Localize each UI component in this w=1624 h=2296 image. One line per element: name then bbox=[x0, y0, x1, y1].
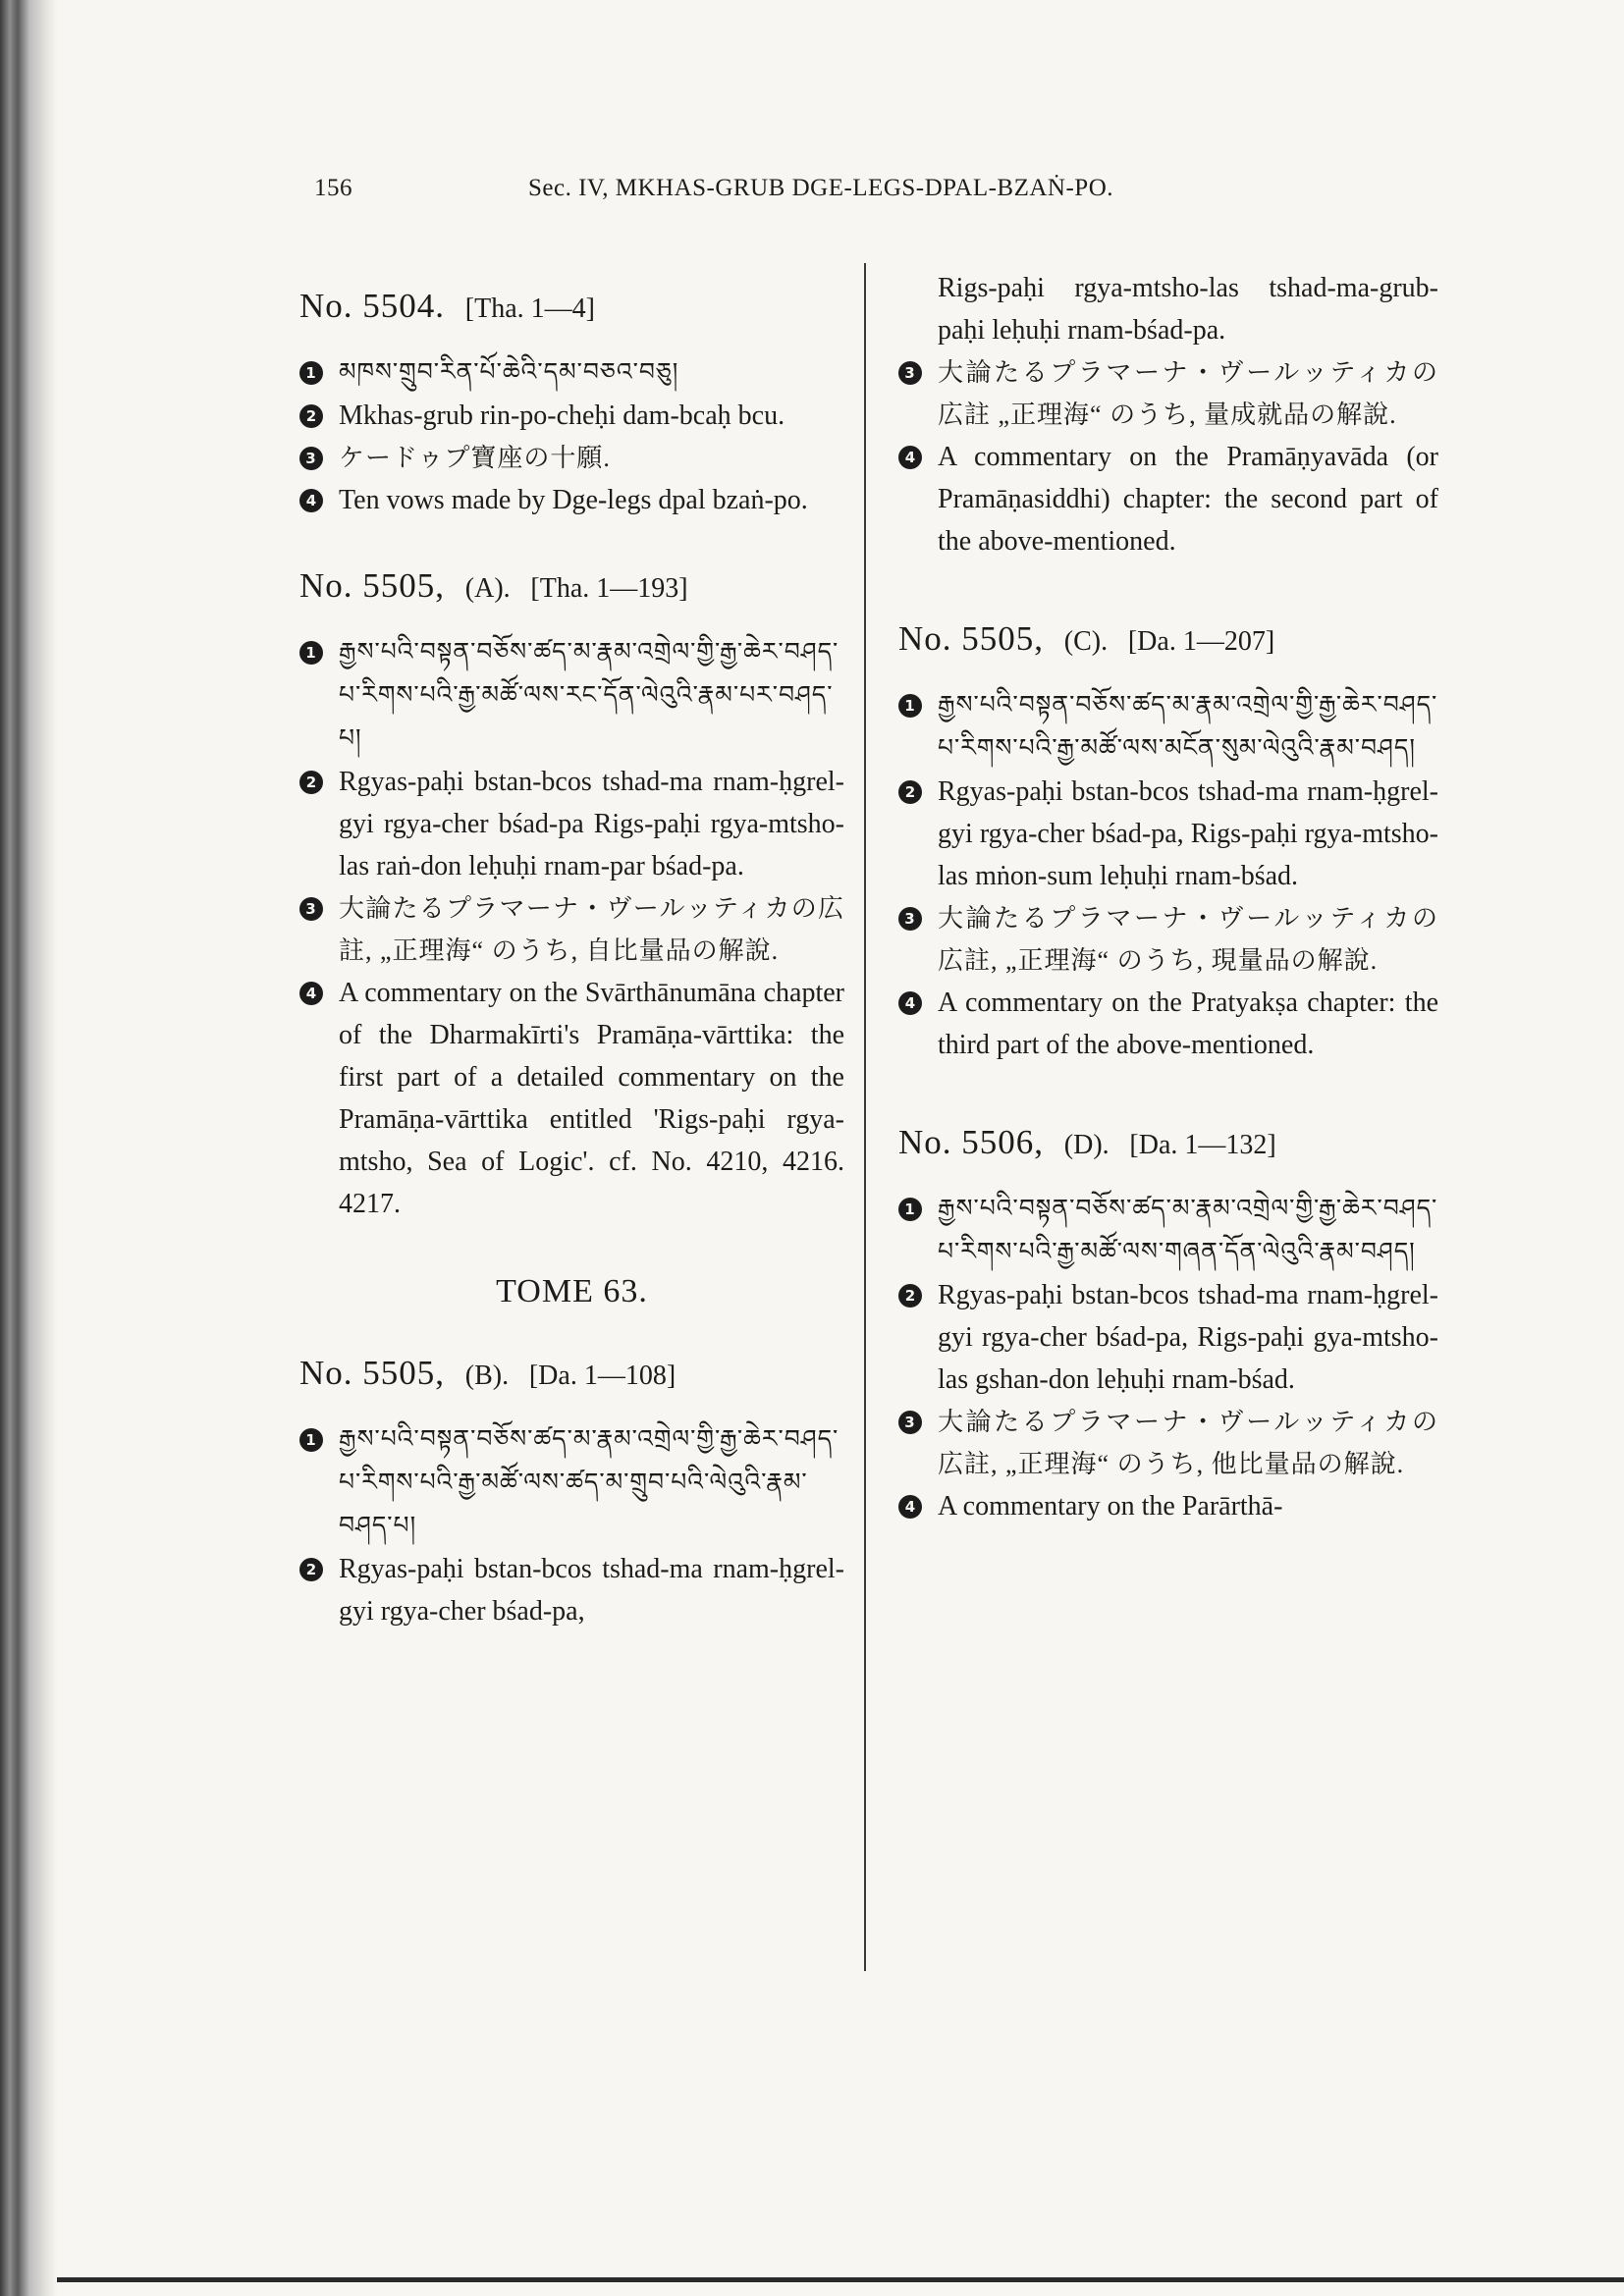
left-column bbox=[299, 285, 844, 1632]
section-title: Sec. IV, MKHAS-GRUB DGE-LEGS-DPAL-BZAṄ-PO. bbox=[528, 175, 1114, 201]
marker-4: 4 bbox=[299, 982, 323, 1005]
marker-4: 4 bbox=[898, 1495, 922, 1519]
page-bottom-edge bbox=[57, 2277, 1624, 2282]
japanese-title: 3 大論たるプラマーナ・ヴールッティカの広註, „正理海“ のうち, 現量品の解說. bbox=[898, 897, 1438, 982]
marker-2: 2 bbox=[299, 771, 323, 794]
entry-reference: [Da. 1—132] bbox=[1129, 1130, 1276, 1160]
english-title: 4 A commentary on the Pramāṇyavāda (or Pramāṇasiddhi) chapter: the second part of the above-mentioned. bbox=[898, 436, 1438, 562]
marker-4: 4 bbox=[898, 446, 922, 469]
tome-heading: TOME 63. bbox=[496, 1273, 648, 1309]
entry-reference: [Da. 1—207] bbox=[1127, 626, 1275, 657]
running-header bbox=[314, 175, 1316, 210]
entry-part: (D). bbox=[1063, 1130, 1110, 1160]
entry-5505b bbox=[299, 1352, 844, 1632]
japanese-title: 3 大論たるプラマーナ・ヴールッティカの広註, „正理海“ のうち, 自比量品の解說. bbox=[299, 887, 844, 972]
marker-2: 2 bbox=[898, 1284, 922, 1308]
japanese-title: 3 大論たるプラマーナ・ヴールッティカの広註 „正理海“ のうち, 量成就品の解說. bbox=[898, 351, 1438, 436]
english-title: 4 A commentary on the Pratyakṣa chapter: the third part of the above-mentioned. bbox=[898, 982, 1438, 1066]
right-column bbox=[898, 267, 1438, 1527]
marker-1: 1 bbox=[898, 1198, 922, 1221]
entry-heading bbox=[299, 285, 844, 330]
marker-4: 4 bbox=[299, 489, 323, 512]
page-number: 156 bbox=[314, 175, 352, 201]
romanized-title-continued: Rigs-paḥi rgya-mtsho-las tshad-ma-grub-paḥi leḥuḥi rnam-bśad-pa. bbox=[938, 273, 1438, 346]
entry-part: (A). bbox=[464, 573, 511, 604]
entry-number: No. 5505, bbox=[898, 619, 1045, 658]
english-title: 4 Ten vows made by Dge-legs dpal bzaṅ-po. bbox=[299, 479, 844, 521]
entry-number: No. 5505, bbox=[299, 566, 446, 605]
column-divider bbox=[864, 263, 866, 1971]
entry-heading bbox=[898, 1121, 1438, 1166]
marker-1: 1 bbox=[299, 641, 323, 665]
entry-heading bbox=[299, 564, 844, 610]
marker-3: 3 bbox=[898, 1411, 922, 1434]
entry-reference: [Da. 1—108] bbox=[528, 1361, 677, 1391]
tibetan-title: 1 རྒྱས་པའི་བསྟན་བཅོས་ཚད་མ་རྣམ་འགྲེལ་གྱི་རྒྱ་ཆེར་བཤད་པ་རིགས་པའི་རྒྱ་མཚོ་ལས་གཞན་དོན་ལེའུའི་རྣམ་བཤད། bbox=[898, 1188, 1438, 1274]
entry-number: No. 5506, bbox=[898, 1123, 1045, 1161]
marker-3: 3 bbox=[898, 907, 922, 931]
tibetan-title: 1 རྒྱས་པའི་བསྟན་བཅོས་ཚད་མ་རྣམ་འགྲེལ་གྱི་རྒྱ་ཆེར་བཤད་པ་རིགས་པའི་རྒྱ་མཚོ་ལས་རང་དོན་ལེའུའི་རྣམ་པར་བཤད་པ། bbox=[299, 631, 844, 761]
romanized-title: 2 Mkhas-grub rin-po-cheḥi dam-bcaḥ bcu. bbox=[299, 395, 844, 437]
japanese-title: 3 ケードゥプ寶座の十願. bbox=[299, 437, 844, 479]
romanized-title: 2 Rgyas-paḥi bstan-bcos tshad-ma rnam-ḥgrel-gyi rgya-cher bśad-pa, Rigs-paḥi rgya-mtsho-las mṅon-sum leḥuḥi rnam-bśad. bbox=[898, 771, 1438, 897]
entry-5505c bbox=[898, 617, 1438, 1066]
marker-2: 2 bbox=[299, 1558, 323, 1581]
book-binding-edge bbox=[0, 0, 57, 2296]
entry-part: (C). bbox=[1063, 626, 1109, 657]
entry-heading bbox=[898, 617, 1438, 663]
entry-5505b-continued bbox=[898, 267, 1438, 562]
marker-1: 1 bbox=[898, 694, 922, 718]
romanized-title: 2 Rgyas-paḥi bstan-bcos tshad-ma rnam-ḥgrel-gyi rgya-cher bśad-pa, bbox=[299, 1548, 844, 1632]
entry-5506 bbox=[898, 1121, 1438, 1527]
tibetan-title: 1 རྒྱས་པའི་བསྟན་བཅོས་ཚད་མ་རྣམ་འགྲེལ་གྱི་རྒྱ་ཆེར་བཤད་པ་རིགས་པའི་རྒྱ་མཚོ་ལས་ཚད་མ་གྲུབ་པའི་ལེའུའི་རྣམ་བཤད་པ། bbox=[299, 1418, 844, 1548]
japanese-title: 3 大論たるプラマーナ・ヴールッティカの広註, „正理海“ のうち, 他比量品の解說. bbox=[898, 1401, 1438, 1485]
english-title: 4 A commentary on the Parārthā- bbox=[898, 1485, 1438, 1527]
marker-1: 1 bbox=[299, 1428, 323, 1452]
entry-number: No. 5505, bbox=[299, 1354, 446, 1392]
entry-part: (B). bbox=[464, 1361, 510, 1391]
marker-3: 3 bbox=[299, 447, 323, 470]
tibetan-title: 1 རྒྱས་པའི་བསྟན་བཅོས་ཚད་མ་རྣམ་འགྲེལ་གྱི་རྒྱ་ཆེར་བཤད་པ་རིགས་པའི་རྒྱ་མཚོ་ལས་མངོན་སུམ་ལེའུའི་རྣམ་བཤད། bbox=[898, 684, 1438, 771]
entry-5505a bbox=[299, 564, 844, 1225]
entry-reference: [Tha. 1—193] bbox=[530, 573, 688, 604]
marker-2: 2 bbox=[898, 780, 922, 804]
entry-5504 bbox=[299, 285, 844, 521]
romanized-title: 2 Rgyas-paḥi bstan-bcos tshad-ma rnam-ḥgrel-gyi rgya-cher bśad-pa Rigs-paḥi rgya-mtsho-las raṅ-don leḥuḥi rnam-par bśad-pa. bbox=[299, 761, 844, 887]
marker-3: 3 bbox=[898, 361, 922, 385]
romanized-title: 2 Rgyas-paḥi bstan-bcos tshad-ma rnam-ḥgrel-gyi rgya-cher bśad-pa, Rigs-paḥi gya-mtsho-las gshan-don leḥuḥi rnam-bśad. bbox=[898, 1274, 1438, 1401]
marker-4: 4 bbox=[898, 991, 922, 1015]
marker-2: 2 bbox=[299, 404, 323, 428]
entry-reference: [Tha. 1—4] bbox=[464, 294, 595, 324]
entry-number: No. 5504. bbox=[299, 287, 446, 325]
tibetan-title: 1 མཁས་གྲུབ་རིན་པོ་ཆེའི་དམ་བཅའ་བཅུ། bbox=[299, 351, 844, 395]
english-title: 4 A commentary on the Svārthānumāna chapter of the Dharmakīrti's Pramāṇa-vārttika: the first part of a detailed commentary on the Pramāṇa-vārttika entitled 'Rigs-paḥi rgya-mtsho, Sea of Logic'. cf. No. 4210, 4216. 4217. bbox=[299, 972, 844, 1225]
entry-heading bbox=[299, 1352, 844, 1397]
marker-1: 1 bbox=[299, 361, 323, 385]
marker-3: 3 bbox=[299, 897, 323, 921]
